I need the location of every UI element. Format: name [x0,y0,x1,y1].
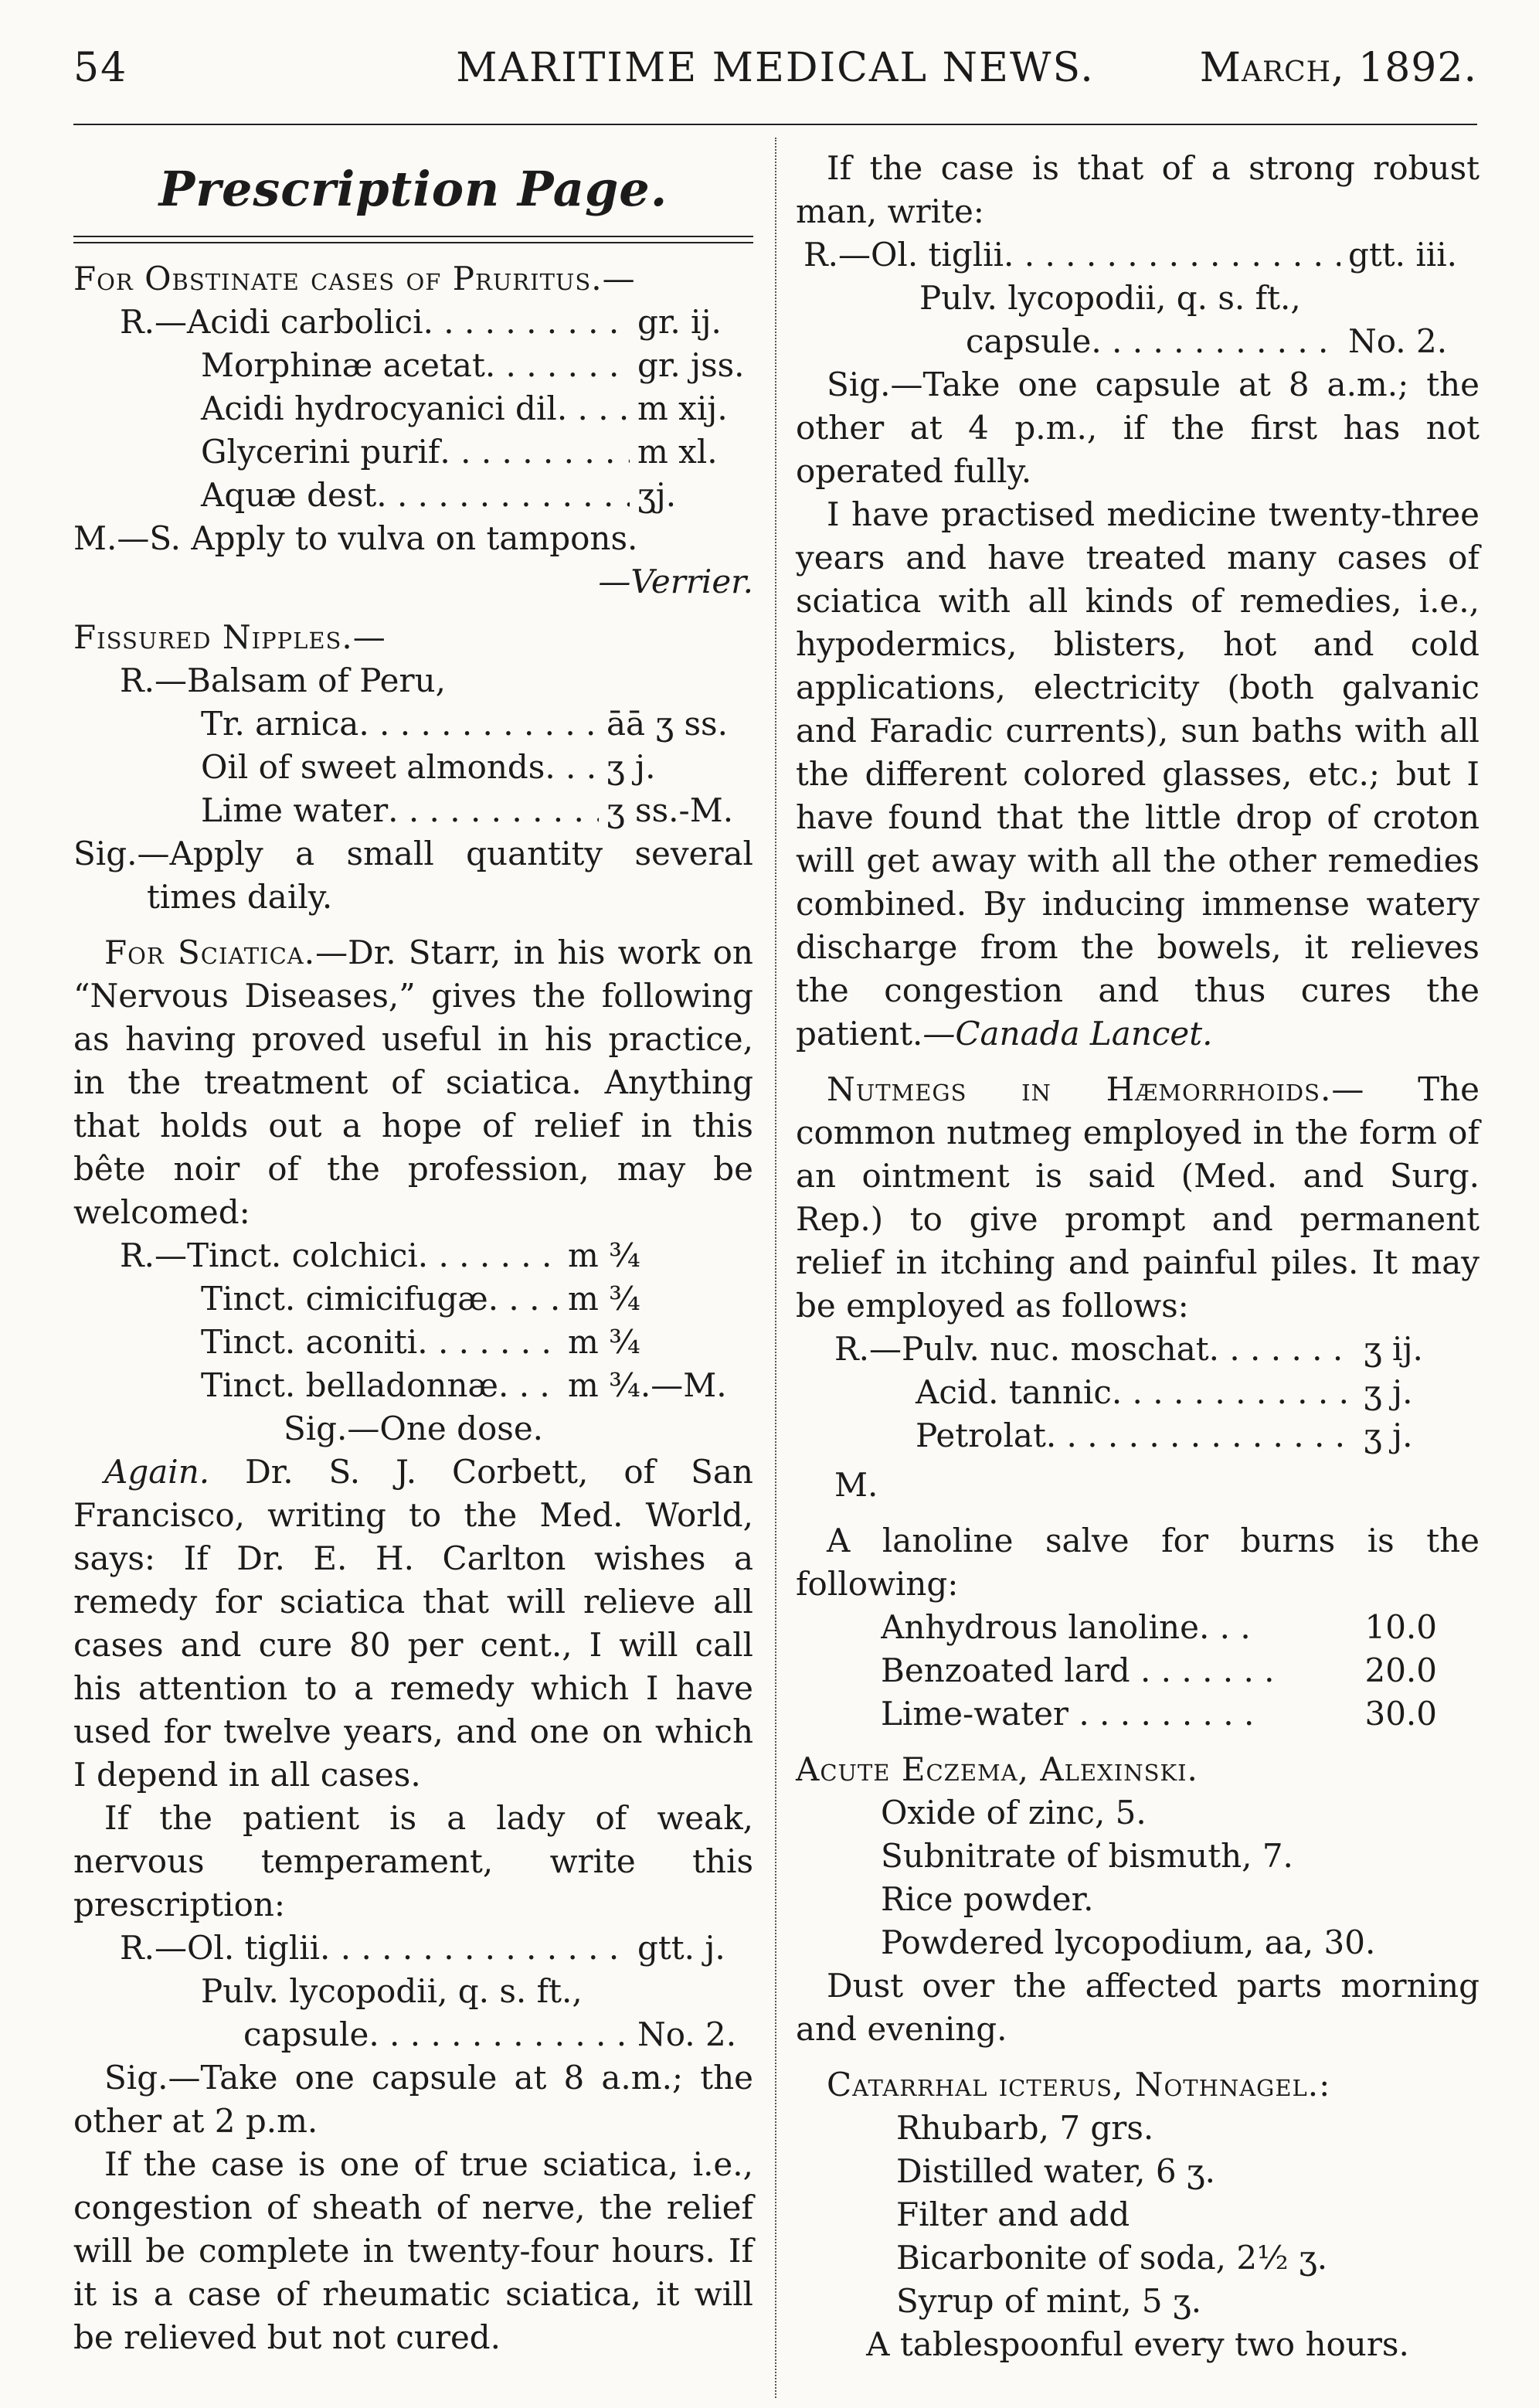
robust-sig: Sig.—Take one capsule at 8 a.m.; the other at 4 p.m., if the first has not operated fully. [796,366,1480,490]
pruritus-line: Glycerini purif . . . m xl. [73,430,753,474]
burns-intro: A lanoline salve for burns is the following: [796,1522,1480,1603]
pruritus-source: —Verrier. [598,563,753,600]
weak-line: R.—Ol. tiglii . . . gtt. j. [73,1927,753,1970]
sciatica-intro-text: —Dr. Starr, in his work on “Nervous Diseases,” gives the following as having proved useful in his practice, in the treatment of sciatica. Anything that holds out a hope of relief in this bête noir of the profession, may be welcomed: [73,934,753,1231]
pruritus-line: R.—Acidi carbolici . . . gr. ij. [73,301,753,344]
robust-line: Pulv. lycopodii, q. s. ft., [919,279,1301,317]
column-divider [775,138,776,2398]
eczema-line: Oxide of zinc, 5. [881,1794,1147,1832]
pruritus-line: Aquæ dest . . . ʒj. [73,474,753,517]
icterus-line: Rhubarb, 7 grs. [896,2109,1154,2147]
weak-line: Pulv. lycopodii, q. s. ft., [201,1972,583,2010]
issue-date: March, 1892. [1199,45,1477,91]
robust-line: capsule . . . No. 2. [796,320,1480,363]
eczema-line: Rice powder. [881,1880,1094,1918]
page-number: 54 [73,45,128,91]
burns-row: Benzoated lard . . . . . . . 20.0 [881,1651,1437,1689]
sciatica-line: Tinct. aconiti . . . m ¾ [73,1321,753,1364]
icterus-line: Distilled water, 6 ʒ. [896,2152,1215,2190]
weak-sig: Sig.—Take one capsule at 8 a.m.; the other at 2 p.m. [73,2059,753,2140]
nutmegs-paragraph: Nutmegs in Hæmorrhoids.— The common nutmeg employed in the form of an ointment is said (Med. and Surg. Rep.) to give prompt and permanent relief in itching and painful piles. It may be employed as follows: [796,1070,1480,1325]
nutmegs-line: Acid. tannic . . . ʒ j. [796,1371,1480,1414]
journal-title: MARITIME MEDICAL NEWS. [456,45,1095,91]
burns-row: Lime-water . . . . . . . . . 30.0 [881,1695,1437,1733]
eczema-heading: Acute Eczema, Alexinski. [796,1750,1198,1788]
left-column [73,147,753,2359]
sciatica-intro [73,931,753,1234]
icterus-heading: Catarrhal icterus, Nothnagel.: [827,2066,1331,2104]
robust-intro: If the case is that of a strong robust man, write: [796,149,1480,230]
eczema-directions: Dust over the affected parts morning and evening. [796,1967,1480,2048]
nutmegs-heading: Nutmegs in Hæmorrhoids. [827,1070,1332,1108]
icterus-line: Bicarbonite of soda, 2½ ʒ. [896,2239,1328,2277]
nutmegs-line: R.—Pulv. nuc. moschat . . . ʒ ij. [796,1328,1480,1371]
eczema-line: Powdered lycopodium, aa, 30. [881,1923,1376,1961]
icterus-line: Filter and add [896,2195,1130,2233]
sciatica-sig: Sig.—One dose. [283,1410,544,1447]
sciatica-heading: For Sciatica. [104,934,316,971]
true-sciatica-paragraph: If the case is one of true sciatica, i.e., congestion of sheath of nerve, the relief will be complete in twenty-four hours. If it is a case of rheumatic sciatica, it will be relieved but not cured. [73,2145,753,2356]
icterus-directions: A tablespoonful every two hours. [866,2325,1409,2363]
sciatica-line: Tinct. cimicifugæ . . . m ¾ [73,1277,753,1321]
pruritus-line: Morphinæ acetat . . . gr. jss. [73,344,753,387]
pruritus-line: Acidi hydrocyanici dil . . . m xij. [73,387,753,430]
sciatica-line: R.—Tinct. colchici . . . m ¾ [73,1234,753,1277]
pruritus-heading: For Obstinate cases of Pruritus.— [73,260,636,298]
nipples-line: Oil of sweet almonds . . . ʒ j. [73,746,753,789]
nipples-sig: Sig.—Apply a small quantity several times daily. [73,835,753,916]
page-title: Prescription Page. [158,161,668,217]
nipples-first-line: R.—Balsam of Peru, [120,662,446,699]
weak-line: capsule . . . No. 2. [73,2013,753,2056]
pruritus-directions: M.—S. Apply to vulva on tampons. [73,519,638,557]
again-paragraph: Again. Dr. S. J. Corbett, of San Francisco, writing to the Med. World, says: If Dr. E. H. Carlton wishes a remedy for sciatica that will relieve all cases and cure 80 per cent., I will call his attention to a remedy which I have used for twelve years, and one on which I depend in all cases. [73,1453,753,1794]
nipples-heading: Fissured Nipples.— [73,618,386,656]
right-column [796,147,1480,2366]
title-rule [73,236,753,243]
running-head [73,45,1477,107]
burns-row: Anhydrous lanoline. . . 10.0 [881,1608,1437,1646]
icterus-line: Syrup of mint, 5 ʒ. [896,2282,1202,2320]
eczema-line: Subnitrate of bismuth, 7. [881,1837,1293,1875]
nutmegs-line: Petrolat . . . ʒ j. [796,1414,1480,1457]
sciatica-line: Tinct. belladonnæ . . . m ¾.—M. [73,1364,753,1407]
nutmegs-end: M. [834,1466,878,1504]
header-rule [73,124,1477,125]
nipples-line: Lime water . . . ʒ ss.-M. [73,789,753,832]
nipples-line: Tr. arnica . . . āā ʒ ss. [73,702,753,746]
weak-intro: If the patient is a lady of weak, nervous temperament, write this prescription: [73,1799,753,1923]
robust-line: R.—Ol. tiglii . . . gtt. iii. [796,233,1480,277]
experience-paragraph: I have practised medicine twenty-three years and have treated many cases of sciatica with all kinds of remedies, i.e., hypodermics, blisters, hot and cold applications, electricity (both galvanic and Faradic currents), sun baths with all the different colored glasses, etc.; but I have found that the little drop of croton will get away with all the other remedies combined. By inducing immense watery discharge from the bowels, it relieves the congestion and thus cures the patient.—Canada Lancet. [796,495,1480,1053]
